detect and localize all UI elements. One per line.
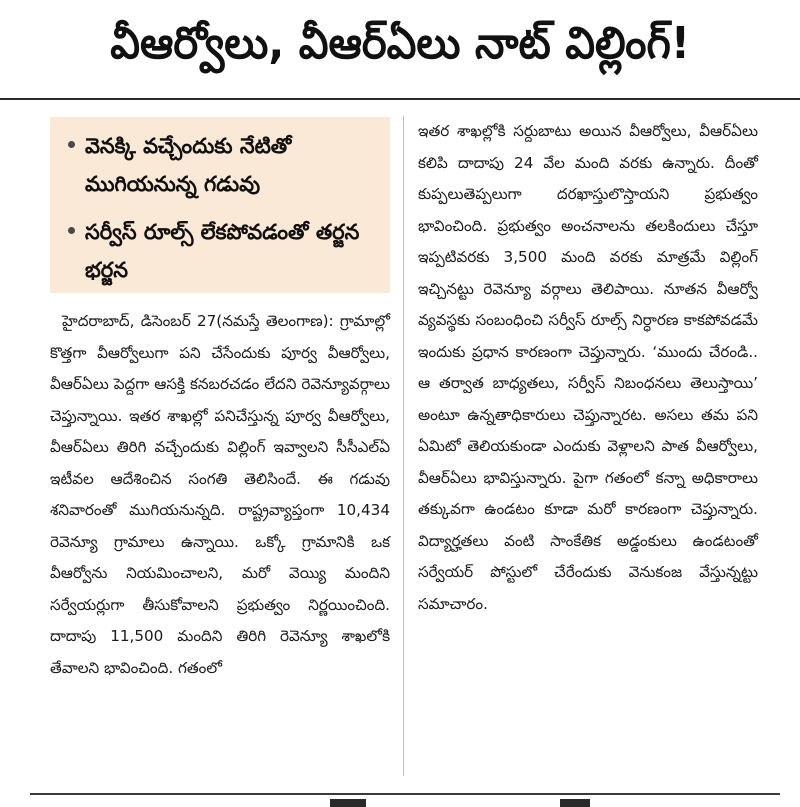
headline-title: వీఆర్వోలు, వీఆర్‌ఏలు నాట్‌ విల్లింగ్‌! [110,18,690,69]
article-right-column [418,116,758,620]
highlights-box [50,117,390,293]
next-headline-fragment [330,799,366,807]
highlight-text: సర్వీస్‌ రూల్స్‌ లేకపోవడంతో తర్జన భర్జన [85,220,360,282]
highlight-item [68,127,376,203]
article-left-column [50,306,390,684]
bullet-icon [68,227,75,234]
article-text-left: హైదరాబాద్‌, డిసెంబర్‌ 27(నమస్తే తెలంగాణ): గ్రామాల్లో కొత్తగా వీఆర్వోలుగా పని చేసేందుకు పూర్వ వీఆర్వోలు, వీఆర్‌ఏలు పెద్దగా ఆసక్తి కనబరచడం లేదని రెవెన్యూవర్గాలు చెప్తున్నాయి. ఇతర శాఖల్లో పనిచేస్తున్న పూర్వ వీఆర్వోలు, వీఆర్‌ఏలు తిరిగి వచ్చేందుకు విల్లింగ్‌ ఇవ్వాలని సీసీఎల్‌ఏ ఇటీవల ఆదేశించిన సంగతి తెలిసిందే. ఈ గడువు శనివారంతో ముగియనున్నది. రాష్ట్రవ్యాప్తంగా 10,434 రెవెన్యూ గ్రామాలు ఉన్నాయి. ఒక్కో గ్రామానికి ఒక వీఆర్వోను నియమించాలని, మరో వెయ్యి మందిని సర్వేయర్లుగా తీసుకోవాలని ప్రభుత్వం నిర్ణయించింది. దాదాపు 11,500 మందిని తిరిగి రెవెన్యూ శాఖలోకి తేవాలని భావించింది. గతంలో [50,312,390,677]
headline-banner [0,0,800,100]
column-divider [403,116,404,776]
bottom-rule [30,793,780,795]
next-headline-fragment [560,799,590,807]
highlight-item [68,213,376,289]
article-text-right: ఇతర శాఖల్లోకి సర్దుబాటు అయిన వీఆర్వోలు, వీఆర్‌ఏలు కలిపి దాదాపు 24 వేల మంది వరకు ఉన్నారు. దీంతో కుప్పలుతెప్పలుగా దరఖాస్తులొస్తాయని ప్రభుత్వం భావించింది. ప్రభుత్వం అంచనాలను తలకిందులు చేస్తూ ఇప్పటివరకు 3,500 మంది వరకు మాత్రమే విల్లింగ్‌ ఇచ్చినట్టు రెవెన్యూ వర్గాలు తెలిపాయి. నూతన వీఆర్వో వ్యవస్థకు సంబంధించి సర్వీస్‌ రూల్స్‌ నిర్ధారణ కాకపోవడమే ఇందుకు ప్రధాన కారణంగా చెప్తున్నారు. ‘ముందు చేరండి.. ఆ తర్వాత బాధ్యతలు, సర్వీస్‌ నిబంధనలు తెలుస్తాయి’ అంటూ ఉన్నతాధికారులు చెప్తున్నారట. అసలు తమ పని ఏమిటో తెలియకుండా ఎందుకు వెళ్లాలని పాత వీఆర్వోలు, వీఆర్‌ఏలు భావిస్తున్నారు. పైగా గతంలో కన్నా అధికారాలు తక్కువగా ఉండటం కూడా మరో కారణంగా చెప్తున్నారు. విద్యార్హతలు వంటి సాంకేతిక అడ్డంకులు ఉండటంతో సర్వేయర్‌ పోస్టులో చేరేందుకు వెనుకంజ వేస్తున్నట్టు సమాచారం. [418,122,758,613]
highlight-text: వెనక్కి వచ్చేందుకు నేటితో ముగియనున్న గడువు [85,134,292,196]
bullet-icon [68,141,75,148]
